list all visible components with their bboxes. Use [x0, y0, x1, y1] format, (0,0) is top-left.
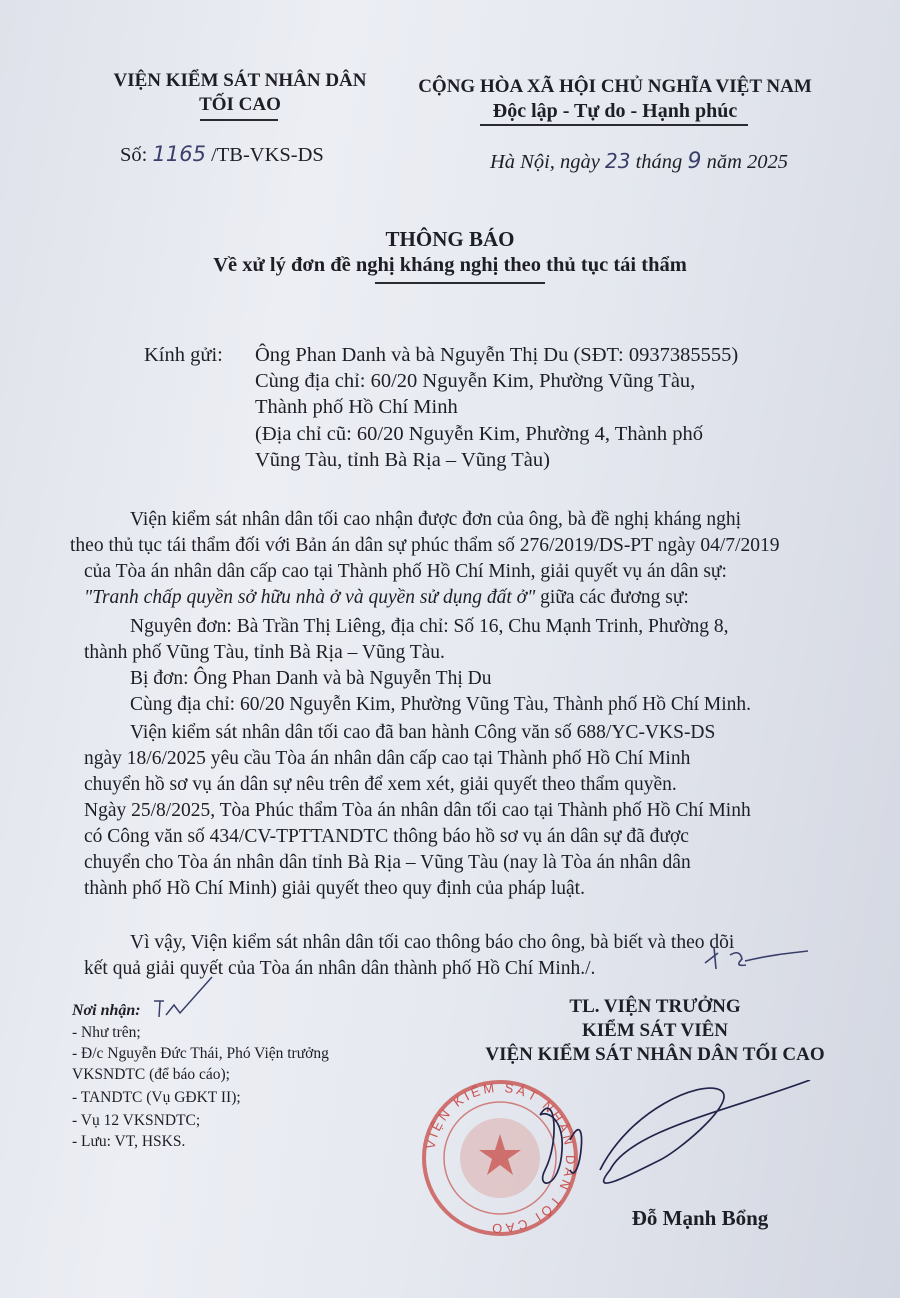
- subtitle-underline: [375, 282, 545, 284]
- recipient-label: Kính gửi:: [144, 344, 223, 366]
- body-line: chuyển cho Tòa án nhân dân tỉnh Bà Rịa – Vũng Tàu (nay là Tòa án nhân dân: [84, 852, 691, 873]
- month-label: tháng: [635, 151, 683, 173]
- distribution-item: - Đ/c Nguyễn Đức Thái, Phó Viện trưởng: [72, 1045, 329, 1062]
- national-motto: Độc lập - Tự do - Hạnh phúc: [492, 100, 738, 122]
- number-prefix: Số:: [120, 144, 148, 166]
- date-year: năm 2025: [706, 151, 788, 173]
- document-title: THÔNG BÁO: [385, 227, 515, 251]
- body-line: theo thủ tục tái thẩm đối với Bản án dân sự phúc thẩm số 276/2019/DS-PT ngày 04/7/2019: [70, 535, 780, 556]
- signature-title-2: KIỂM SÁT VIÊN: [581, 1020, 729, 1041]
- document-number: [120, 141, 324, 168]
- body-line: Nguyên đơn: Bà Trần Thị Liêng, địa chỉ: Số 16, Chu Mạnh Trinh, Phường 8,: [130, 616, 729, 637]
- agency-name-line1: VIỆN KIỂM SÁT NHÂN DÂN: [113, 70, 367, 91]
- body-line: có Công văn số 434/CV-TPTTANDTC thông báo hồ sơ vụ án dân sự đã được: [84, 826, 689, 847]
- agency-underline: [200, 119, 278, 121]
- distribution-item: - Như trên;: [72, 1024, 141, 1041]
- signer-name: Đỗ Mạnh Bổng: [631, 1206, 769, 1230]
- recipient-line: (Địa chỉ cũ: 60/20 Nguyễn Kim, Phường 4, Thành phố: [255, 423, 704, 445]
- body-line: Viện kiểm sát nhân dân tối cao nhận được đơn của ông, bà đề nghị kháng nghị: [130, 509, 742, 530]
- handwritten-day: 23: [605, 149, 631, 173]
- date-prefix: Hà Nội, ngày: [490, 151, 600, 173]
- distribution-item: VKSNDTC (để báo cáo);: [72, 1066, 230, 1083]
- distribution-item: - TANDTC (Vụ GĐKT II);: [72, 1089, 241, 1106]
- body-line: Vì vậy, Viện kiểm sát nhân dân tối cao thông báo cho ông, bà biết và theo dõi: [130, 932, 735, 953]
- body-line: chuyển hồ sơ vụ án dân sự nêu trên để xem xét, giải quyết theo thẩm quyền.: [84, 774, 677, 795]
- country-name: CỘNG HÒA XÃ HỘI CHỦ NGHĨA VIỆT NAM: [418, 76, 812, 97]
- body-line: thành phố Hồ Chí Minh) giải quyết theo quy định của pháp luật.: [84, 878, 585, 899]
- distribution-label: Nơi nhận:: [72, 1002, 141, 1019]
- body-line: Bị đơn: Ông Phan Danh và bà Nguyễn Thị Du: [130, 668, 492, 689]
- distribution-item: - Vụ 12 VKSNDTC;: [72, 1112, 201, 1129]
- distribution-item: - Lưu: VT, HSKS.: [72, 1133, 186, 1150]
- initial-mark: [150, 975, 220, 1025]
- handwritten-number: 1165: [152, 142, 206, 166]
- body-line: ngày 18/6/2025 yêu cầu Tòa án nhân dân cấp cao tại Thành phố Hồ Chí Minh: [84, 748, 691, 769]
- case-title: "Tranh chấp quyền sở hữu nhà ở và quyền sử dụng đất ở": [84, 587, 536, 608]
- body-line: [84, 585, 689, 611]
- initials-mark: [700, 925, 810, 975]
- body-line: Ngày 25/8/2025, Tòa Phúc thẩm Tòa án nhân dân tối cao tại Thành phố Hồ Chí Minh: [84, 800, 751, 821]
- motto-underline: [480, 124, 748, 126]
- handwritten-month: 9: [687, 149, 702, 174]
- case-parties-intro: giữa các đương sự:: [535, 587, 689, 608]
- body-line: Cùng địa chỉ: 60/20 Nguyễn Kim, Phường Vũng Tàu, Thành phố Hồ Chí Minh.: [130, 694, 752, 715]
- body-line: Viện kiểm sát nhân dân tối cao đã ban hành Công văn số 688/YC-VKS-DS: [130, 722, 716, 743]
- agency-name-line2: TỐI CAO: [199, 94, 281, 115]
- body-line: của Tòa án nhân dân cấp cao tại Thành phố Hồ Chí Minh, giải quyết vụ án dân sự:: [84, 561, 727, 582]
- recipient-line: Thành phố Hồ Chí Minh: [255, 396, 458, 418]
- signature-title-1: TL. VIỆN TRƯỞNG: [569, 996, 741, 1017]
- document-subtitle: Về xử lý đơn đề nghị kháng nghị theo thủ tục tái thẩm: [213, 254, 687, 276]
- number-suffix: /TB-VKS-DS: [211, 144, 324, 166]
- body-line: kết quả giải quyết của Tòa án nhân dân thành phố Hồ Chí Minh./.: [84, 958, 596, 979]
- recipient-line: Cùng địa chỉ: 60/20 Nguyễn Kim, Phường Vũng Tàu,: [255, 370, 696, 392]
- recipient-line: Vũng Tàu, tỉnh Bà Rịa – Vũng Tàu): [255, 449, 550, 471]
- recipient-line: Ông Phan Danh và bà Nguyễn Thị Du (SĐT: 0937385555): [255, 344, 739, 366]
- body-line: thành phố Vũng Tàu, tỉnh Bà Rịa – Vũng Tàu.: [84, 642, 445, 663]
- document-date: [490, 148, 788, 175]
- handwritten-signature: [500, 1080, 820, 1200]
- signature-title-3: VIỆN KIỂM SÁT NHÂN DÂN TỐI CAO: [485, 1044, 825, 1065]
- seal-text: VIỆN KIỂM SÁT NHÂN DÂN TỐI CAO: [422, 1079, 579, 1237]
